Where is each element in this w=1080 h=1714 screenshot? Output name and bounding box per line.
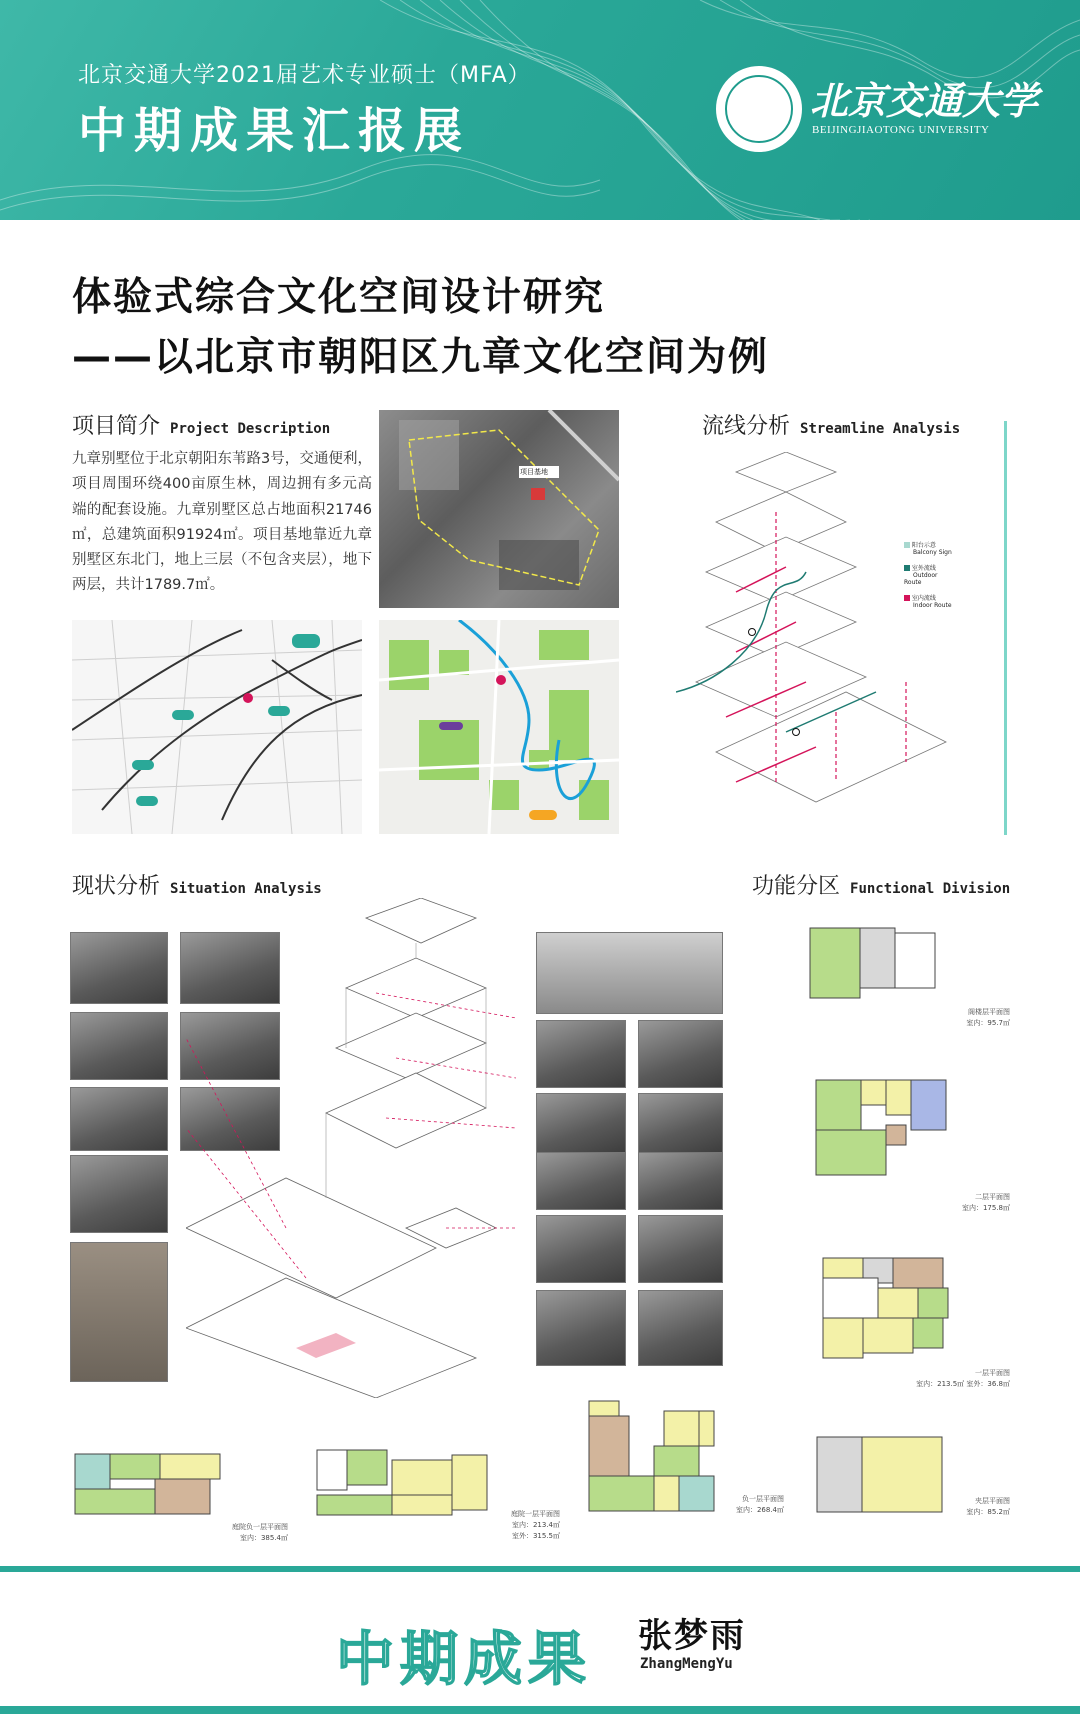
page-title-line2: ——以北京市朝阳区九章文化空间为例 (72, 335, 770, 380)
aerial-site-photo (379, 410, 619, 608)
site-photo (638, 1290, 723, 1366)
site-photo (70, 932, 168, 1004)
plan-area: 室内：85.2㎡ (966, 1508, 1010, 1516)
site-photo (70, 1012, 168, 1080)
floor-plan-2f-drawing (808, 1065, 958, 1185)
site-photo (638, 1215, 723, 1283)
site-photo (536, 1290, 626, 1366)
plan-label-1f (870, 1368, 1010, 1390)
header-subtitle: 北京交通大学2021届艺术专业硕士（MFA） (78, 63, 531, 88)
legend-swatch-outdoor (904, 565, 910, 571)
plan-label-courtyard-b1 (150, 1522, 288, 1544)
university-seal-icon (716, 66, 802, 152)
footer-logo: 中期成果 (336, 1625, 593, 1693)
plan-name: 二层平面图 (975, 1193, 1010, 1201)
situation-axonometric (186, 898, 516, 1398)
section-functional-en: Functional Division (850, 881, 1011, 897)
legend-indoor-en: Indoor Route (913, 602, 952, 609)
floor-plan-attic (800, 918, 940, 1008)
university-name-cn: 北京交通大学 (810, 78, 1039, 123)
author-name: 张梦雨 (638, 1616, 746, 1656)
plan-name: 夹层平面图 (975, 1497, 1010, 1505)
site-photo (638, 1093, 723, 1153)
floor-plan-courtyard-b1 (70, 1444, 250, 1520)
plan-area: 室内：385.4㎡ (239, 1534, 288, 1542)
author-name-en: ZhangMengYu (640, 1656, 733, 1672)
site-label: 项目基地 (520, 468, 548, 476)
project-description: 九章别墅位于北京朝阳东苇路3号，交通便利，项目周围环绕400亩原生林，周边拥有多元高端的配套设施。九章别墅区总占地面积21746㎡，总建筑面积91924㎡。项目基地靠近九章别墅区东北门，地上三层（不包含夹层），地下两层，共计1789.7㎡。 (72, 451, 372, 594)
section-project-heading (72, 409, 330, 440)
legend-swatch-balcony (904, 542, 910, 548)
site-photo (536, 1020, 626, 1088)
footer-divider (0, 1566, 1080, 1572)
plan-name: 负一层平面图 (742, 1495, 784, 1503)
plan-area: 室内：268.4㎡ (735, 1506, 784, 1514)
plan-label-2f (880, 1192, 1010, 1214)
green-space-map (379, 620, 619, 834)
plan-name: 庭院一层平面图 (511, 1510, 560, 1518)
situation-axonometric-drawing (186, 898, 516, 1398)
streamline-axonometric (676, 452, 956, 822)
plan-label-mezzanine (880, 1496, 1010, 1518)
site-photo (70, 1242, 168, 1382)
site-photo (536, 932, 723, 1014)
section-project-en: Project Description (170, 421, 331, 437)
plan-area-outdoor: 室外：315.5㎡ (511, 1532, 560, 1540)
plan-name: 阁楼层平面图 (968, 1008, 1010, 1016)
plan-label-attic (880, 1007, 1010, 1029)
university-name-en: BEIJINGJIAOTONG UNIVERSITY (812, 124, 990, 136)
plan-name: 一层平面图 (975, 1369, 1010, 1377)
site-photo (536, 1215, 626, 1283)
floor-plan-2f (808, 1065, 958, 1185)
page-title-line1: 体验式综合文化空间设计研究 (72, 275, 606, 320)
plan-area: 室内：95.7㎡ (966, 1019, 1010, 1027)
section-streamline-heading (702, 409, 960, 440)
header-banner (0, 0, 1080, 220)
streamline-legend (904, 542, 956, 609)
site-photo (536, 1093, 626, 1153)
plan-area: 室内：213.4㎡ (511, 1521, 560, 1529)
streamline-side-bar (1004, 421, 1007, 835)
road-map-drawing (72, 620, 362, 834)
legend-balcony-en: Balcony Sign (913, 549, 952, 556)
section-project-cn: 项目简介 (72, 414, 161, 439)
legend-item-balcony (904, 542, 956, 556)
plan-label-courtyard-1f (460, 1509, 560, 1542)
legend-balcony-cn: 阳台示意 (911, 542, 936, 549)
floor-plan-1f (808, 1248, 968, 1363)
floor-plan-attic-drawing (800, 918, 940, 1008)
section-functional-heading (752, 869, 1010, 900)
legend-item-indoor (904, 595, 956, 609)
plan-name: 庭院负一层平面图 (232, 1523, 288, 1531)
legend-outdoor-en: Outdoor Route (904, 572, 938, 586)
plan-label-b1 (684, 1494, 784, 1516)
site-photo (638, 1020, 723, 1088)
floor-plan-courtyard-1f-drawing (312, 1440, 497, 1520)
exhibition-title: 中期成果汇报展 (78, 103, 471, 159)
legend-swatch-indoor (904, 595, 910, 601)
section-situation-en: Situation Analysis (170, 881, 322, 897)
floor-plan-1f-drawing (808, 1248, 968, 1363)
site-boundary-icon (379, 410, 619, 608)
green-space-map-drawing (379, 620, 619, 834)
site-photo (70, 1087, 168, 1151)
plan-area: 室内：175.8㎡ (961, 1204, 1010, 1212)
site-photo (638, 1152, 723, 1210)
section-situation-heading (72, 869, 322, 900)
site-photo (70, 1155, 168, 1233)
legend-indoor-cn: 室内流线 (911, 595, 936, 602)
site-photo (536, 1152, 626, 1210)
section-streamline-en: Streamline Analysis (800, 421, 961, 437)
streamline-diagram (676, 452, 956, 822)
floor-plan-courtyard-b1-drawing (70, 1444, 250, 1520)
section-functional-cn: 功能分区 (752, 874, 841, 899)
plan-area: 室内：213.5㎡ 室外：36.8㎡ (916, 1380, 1010, 1388)
floor-plan-courtyard-1f (312, 1440, 497, 1520)
legend-outdoor-cn: 室外流线 (911, 565, 936, 572)
section-situation-cn: 现状分析 (72, 874, 161, 899)
legend-item-outdoor (904, 565, 956, 586)
section-streamline-cn: 流线分析 (702, 414, 791, 439)
footer-bottom-bar (0, 1706, 1080, 1714)
road-map (72, 620, 362, 834)
